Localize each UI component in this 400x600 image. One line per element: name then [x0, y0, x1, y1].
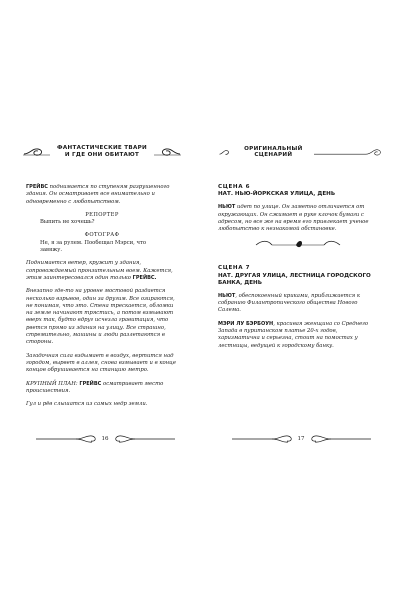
scene-number: СЦЕНА 7	[218, 265, 251, 272]
character-name: ФОТОГРАФ	[84, 232, 120, 239]
left-page-footer	[30, 434, 180, 444]
running-title: ОРИГИНАЛЬНЫЙ СЦЕНАРИЙ	[244, 145, 303, 158]
action-paragraph: НЬЮТ идет по улице. Он заметно отличается от окружающих. Он сжимает в руке клочок бумаги с адресом, но все же на время его привлекает ученое любопытство к незнакомой обстановке.	[218, 204, 369, 233]
action-paragraph: КРУПНЫЙ ПЛАН: ГРЕЙВС осматривает место происшествия.	[26, 380, 164, 394]
action-paragraph: МЭРИ ЛУ БЭРБОУН, красивая женщина со Среднего Запада в пуританском платье 20-х годов, харизматична и серьезна, стоит на помостах у лестницы, ведущей к городскому банку.	[218, 320, 369, 349]
right-page-body	[218, 184, 378, 356]
right-page-header	[218, 145, 388, 159]
swirl-ornament-icon	[307, 434, 371, 444]
swirl-ornament-icon	[22, 146, 52, 158]
dialogue: Не, я за рулем. Пообещал Мэрси, что завяжу.	[40, 239, 147, 254]
action-paragraph: Загадочная сила вздымает в воздух, вертится над городом, вырвет в аллея, снова взмывает и в конце концов обрушивается на станцию метро.	[26, 352, 177, 374]
dialogue: Выпить не хочешь?	[40, 219, 95, 226]
swirl-ornament-icon	[232, 434, 296, 444]
swirl-ornament-icon	[218, 146, 233, 158]
page-number: 17	[297, 436, 305, 442]
left-page-body	[26, 184, 178, 414]
action-paragraph: Внезапно где-то на уровне мостовой раздается несколько взрывов, один за другим. Все озираются, не понимая, что это. Стена трескается, обломки на земле начинают трястись, а потом взмывают вверх так, будто вдруг исчезла гравитация, что рвется прямо из здания на улицу. Все страшно, стремительно, машины и люди разлетаются в стороны.	[26, 288, 175, 346]
action-paragraph: Поднимается ветер, кружит у здания, сопровождаемый пронзительным воем. Кажется, этим заинтересовался один только ГРЕЙВС.	[26, 260, 173, 281]
action-paragraph: НЬЮТ, обеспокоенный криками, приближается к собранию Филантропического общества Нового Салема.	[218, 292, 360, 314]
page-number: 16	[101, 436, 109, 442]
swirl-ornament-icon	[314, 145, 388, 159]
swirl-ornament-icon	[111, 434, 175, 444]
swirl-ornament-icon	[152, 146, 182, 158]
character-name: РЕПОРТЕР	[85, 211, 119, 218]
left-page-header	[22, 145, 182, 158]
running-title: ФАНТАСТИЧЕСКИЕ ТВАРИ И ГДЕ ОНИ ОБИТАЮТ	[57, 145, 147, 158]
scene-heading: НАТ. НЬЮ-ЙОРКСКАЯ УЛИЦА, ДЕНЬ	[218, 191, 336, 198]
scene-heading: НАТ. ДРУГАЯ УЛИЦА, ЛЕСТНИЦА ГОРОДСКОГО БАНКА, ДЕНЬ	[218, 272, 371, 286]
right-page-footer	[226, 434, 376, 444]
action-paragraph: ГРЕЙВС поднимается по ступеням разрушенного здания. Он осматривает все внимательно и одновременно с любопытством.	[26, 184, 170, 205]
action-paragraph: Гул и рёв слышатся из самых недр земли.	[26, 401, 148, 408]
swirl-ornament-icon	[36, 434, 100, 444]
leaf-ornament-icon	[248, 239, 348, 251]
section-divider	[218, 239, 378, 251]
right-page	[200, 0, 400, 600]
scene-number: СЦЕНА 6	[218, 184, 251, 190]
